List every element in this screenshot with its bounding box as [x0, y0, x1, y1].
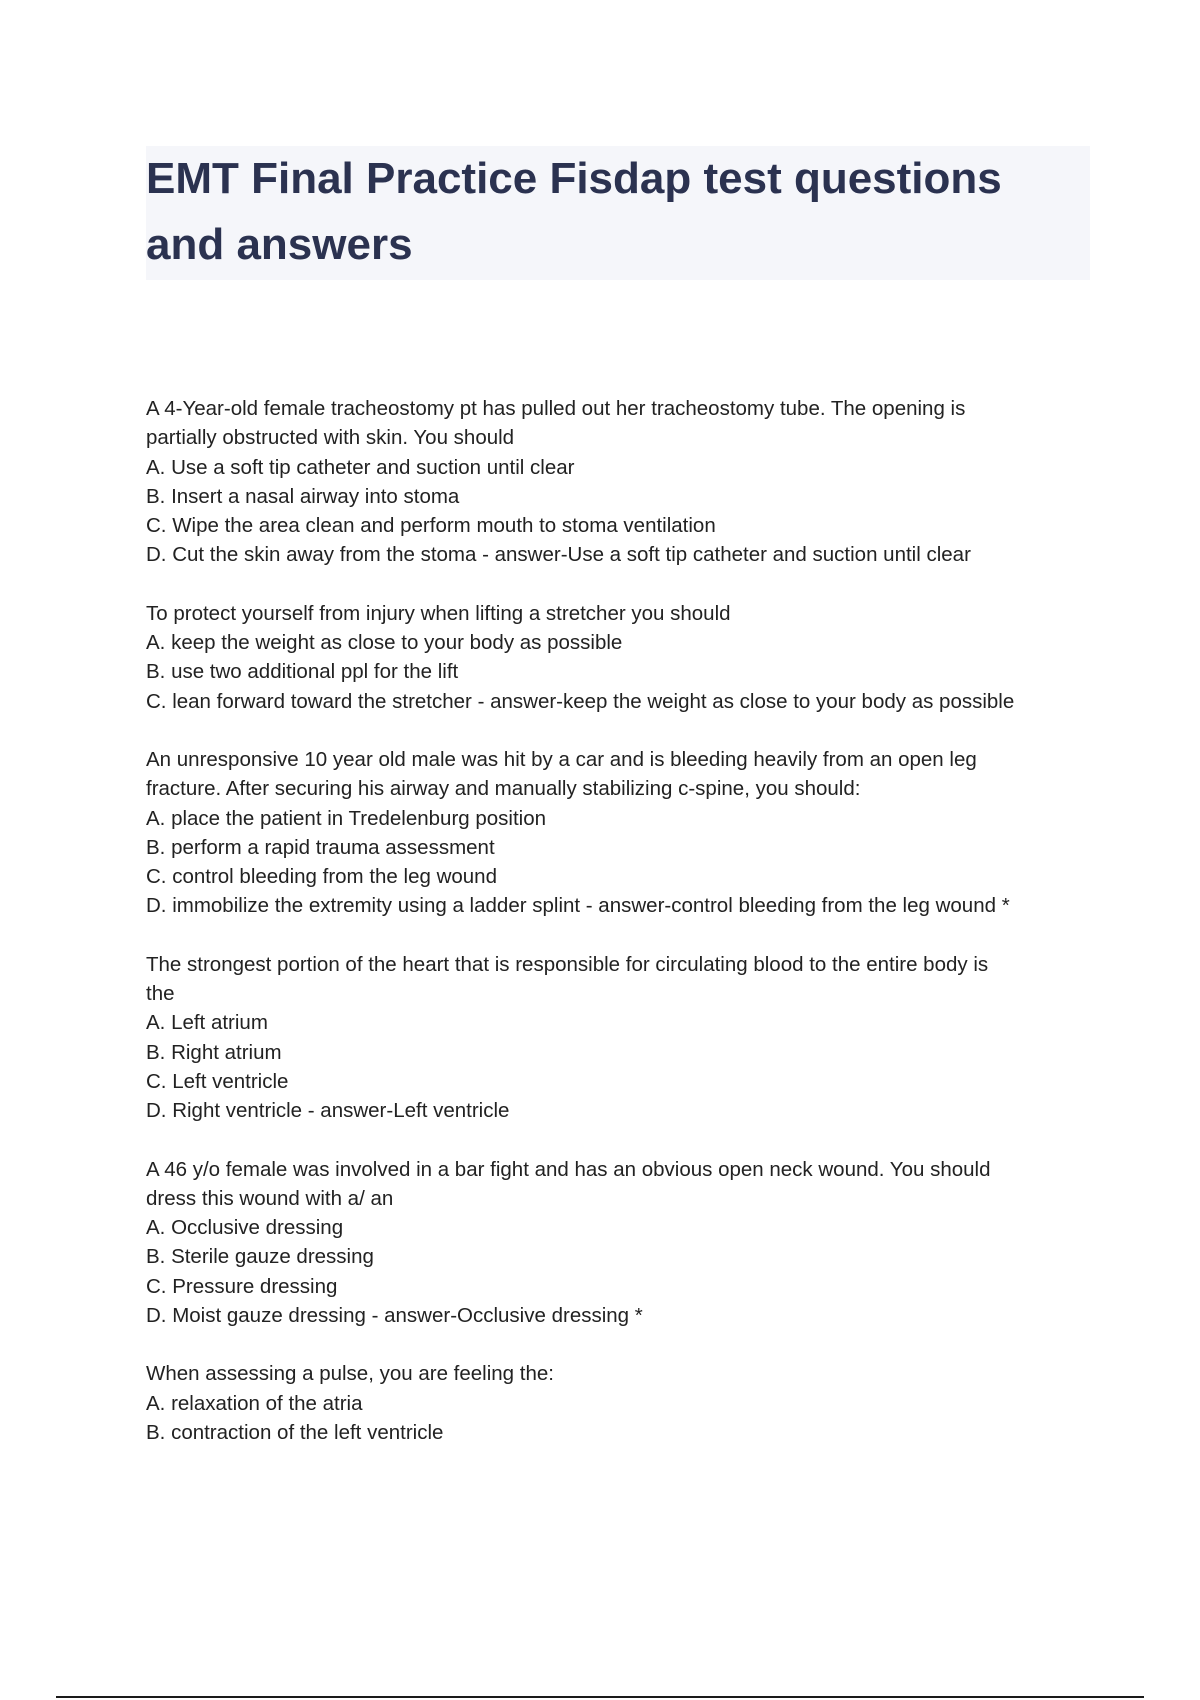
question-text: The strongest portion of the heart that is responsible for circulating blood to the entire body is: [146, 952, 989, 976]
question-line: the: [146, 982, 175, 1006]
question-block: [146, 745, 1096, 921]
question-line: B. Sterile gauze dressing: [146, 1245, 374, 1269]
question-line: B. contraction of the left ventricle: [146, 1420, 444, 1444]
question-line: C. Pressure dressing: [146, 1274, 338, 1298]
question-line: D. Cut the skin away from the stoma - answer-Use a soft tip catheter and suction until clear: [146, 543, 971, 567]
question-text: A 4-Year-old female tracheostomy pt has pulled out her tracheostomy tube. The opening is: [146, 397, 966, 420]
question-line: D. Moist gauze dressing - answer-Occlusive dressing *: [146, 1304, 643, 1328]
question-line: D. Right ventricle - answer-Left ventricle: [146, 1099, 510, 1123]
question-line: B. use two additional ppl for the lift: [146, 660, 459, 684]
question-text: To protect yourself from injury when lifting a stretcher you should: [146, 601, 731, 625]
question-line: A. Occlusive dressing: [146, 1216, 344, 1240]
question-line: A. place the patient in Tredelenburg position: [146, 806, 547, 830]
question-line: B. Right atrium: [146, 1040, 282, 1064]
question-line: A. Use a soft tip catheter and suction until clear: [146, 455, 575, 479]
question-block: [146, 950, 1096, 1126]
question-line: C. Left ventricle: [146, 1069, 289, 1093]
page-bottom-rule: [56, 1696, 1144, 1698]
question-line: A. keep the weight as close to your body as possible: [146, 631, 623, 655]
question-line: C. control bleeding from the leg wound: [146, 865, 497, 889]
question-line: D. immobilize the extremity using a ladder splint - answer-control bleeding from the leg wound *: [146, 894, 1010, 918]
question-line: B. perform a rapid trauma assessment: [146, 835, 495, 859]
question-line: C. lean forward toward the stretcher - answer-keep the weight as close to your body as possible: [146, 689, 1015, 713]
question-line: A. relaxation of the atria: [146, 1391, 363, 1415]
question-line: fracture. After securing his airway and manually stabilizing c-spine, you should:: [146, 777, 861, 801]
question-block: [146, 1359, 1096, 1447]
question-block: [146, 1155, 1096, 1331]
question-text: A 46 y/o female was involved in a bar fight and has an obvious open neck wound. You should: [146, 1157, 991, 1181]
title-banner: [146, 146, 1090, 280]
question-block: [146, 599, 1096, 716]
question-line: dress this wound with a/ an: [146, 1186, 394, 1210]
question-list: [146, 394, 1096, 1476]
question-line: B. Insert a nasal airway into stoma: [146, 484, 460, 508]
question-text: When assessing a pulse, you are feeling the:: [146, 1362, 554, 1386]
document-title: EMT Final Practice Fisdap test questions and answers: [146, 154, 1002, 269]
question-block: [146, 394, 1096, 570]
question-text: An unresponsive 10 year old male was hit by a car and is bleeding heavily from an open leg: [146, 747, 977, 771]
question-line: C. Wipe the area clean and perform mouth to stoma ventilation: [146, 514, 716, 538]
question-line: partially obstructed with skin. You should: [146, 426, 515, 450]
question-line: A. Left atrium: [146, 1011, 268, 1035]
